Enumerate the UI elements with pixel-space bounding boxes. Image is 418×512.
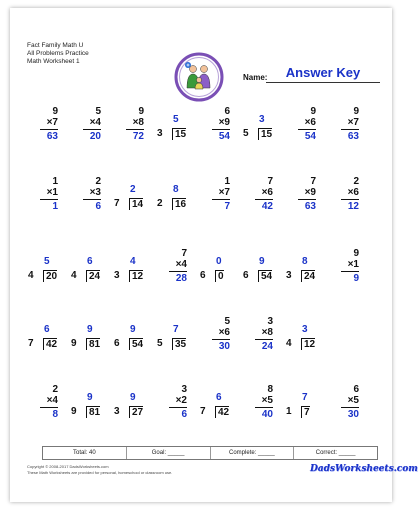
divisor: 3 (157, 128, 163, 139)
divisor: 3 (286, 270, 292, 281)
divisor: 5 (243, 128, 249, 139)
answer: 63 (347, 131, 359, 142)
divisor: 3 (114, 406, 120, 417)
top-factor: 9 (353, 248, 359, 259)
division-problem (112, 176, 156, 220)
dividend: 0 (215, 270, 224, 282)
multiplication-problem (284, 176, 328, 220)
bottom-factor: ×5 (261, 395, 273, 406)
answer-bar (341, 199, 359, 200)
division-problem (26, 316, 70, 360)
brand-logo: DadsWorksheets.com (310, 464, 418, 474)
bottom-factor: ×7 (46, 117, 58, 128)
answer: 63 (46, 131, 58, 142)
answer: 7 (302, 392, 308, 403)
division-problem (284, 248, 328, 292)
answer-bar (212, 199, 230, 200)
family-logo-icon (174, 52, 224, 102)
answer-bar (83, 199, 101, 200)
dividend: 24 (301, 270, 315, 282)
answer-bar (83, 129, 101, 130)
answer: 63 (304, 201, 316, 212)
divisor: 6 (200, 270, 206, 281)
answer: 6 (181, 409, 187, 420)
bottom-factor: ×7 (218, 187, 230, 198)
answer-bar (169, 407, 187, 408)
answer: 30 (347, 409, 359, 420)
top-factor: 9 (310, 106, 316, 117)
bottom-factor: ×1 (347, 259, 359, 270)
division-problem (69, 248, 113, 292)
top-factor: 2 (52, 384, 58, 395)
multiplication-problem (241, 316, 285, 360)
dividend: 54 (258, 270, 272, 282)
multiplication-problem (155, 248, 199, 292)
multiplication-problem (26, 384, 70, 428)
answer: 3 (302, 324, 308, 335)
divisor: 9 (71, 338, 77, 349)
dividend: 15 (258, 128, 272, 140)
divisor: 4 (71, 270, 77, 281)
top-factor: 3 (267, 316, 273, 327)
answer-bar (212, 129, 230, 130)
answer: 54 (304, 131, 316, 142)
name-line (266, 82, 380, 83)
answer: 6 (87, 256, 93, 267)
dividend: 81 (86, 406, 100, 418)
total-cell: Total: 40 (43, 447, 127, 459)
answer: 2 (130, 184, 136, 195)
bottom-factor: ×9 (304, 187, 316, 198)
multiplication-problem (26, 106, 70, 150)
answer-bar (298, 199, 316, 200)
bottom-factor: ×1 (46, 187, 58, 198)
divisor: 2 (157, 198, 163, 209)
division-problem (69, 384, 113, 428)
multiplication-problem (26, 176, 70, 220)
worksheet-number: Math Worksheet 1 (27, 58, 80, 65)
dividend: 16 (172, 198, 186, 210)
division-problem (241, 248, 285, 292)
multiplication-problem (241, 176, 285, 220)
multiplication-problem (327, 106, 371, 150)
name-label: Name: (243, 73, 268, 82)
answer: 24 (261, 341, 273, 352)
top-factor: 1 (52, 176, 58, 187)
bottom-factor: ×4 (89, 117, 101, 128)
worksheet-title: Fact Family Math U (27, 42, 84, 49)
answer-bar (341, 407, 359, 408)
answer-bar (341, 271, 359, 272)
top-factor: 6 (353, 384, 359, 395)
answer-key-heading: Answer Key (285, 65, 361, 80)
answer: 20 (89, 131, 101, 142)
answer-bar (40, 199, 58, 200)
multiplication-problem (198, 316, 242, 360)
divisor: 3 (114, 270, 120, 281)
bottom-factor: ×6 (261, 187, 273, 198)
top-factor: 1 (224, 176, 230, 187)
bottom-factor: ×5 (347, 395, 359, 406)
division-problem (241, 106, 285, 150)
answer: 4 (130, 256, 136, 267)
divisor: 7 (200, 406, 206, 417)
dividend: 42 (215, 406, 229, 418)
division-problem (112, 316, 156, 360)
divisor: 7 (114, 198, 120, 209)
usage-note: These Math Worksheets are provided for personal, homeschool or classroom use. (27, 470, 173, 475)
multiplication-problem (327, 384, 371, 428)
dividend: 15 (172, 128, 186, 140)
top-factor: 2 (353, 176, 359, 187)
multiplication-problem (327, 176, 371, 220)
dividend: 24 (86, 270, 100, 282)
copyright-line: Copyright © 2008-2017 DadsWorksheets.com (27, 464, 109, 469)
answer-bar (212, 339, 230, 340)
divisor: 1 (286, 406, 292, 417)
answer: 28 (175, 273, 187, 284)
answer-bar (298, 129, 316, 130)
answer: 9 (259, 256, 265, 267)
answer: 9 (87, 324, 93, 335)
top-factor: 9 (353, 106, 359, 117)
worksheet-subtitle: All Problems Practice (27, 50, 89, 57)
answer: 40 (261, 409, 273, 420)
divisor: 4 (28, 270, 34, 281)
multiplication-problem (284, 106, 328, 150)
bottom-factor: ×6 (347, 187, 359, 198)
answer-bar (341, 129, 359, 130)
multiplication-problem (198, 106, 242, 150)
bottom-factor: ×9 (218, 117, 230, 128)
bottom-factor: ×8 (132, 117, 144, 128)
dividend: 35 (172, 338, 186, 350)
multiplication-problem (198, 176, 242, 220)
answer: 9 (87, 392, 93, 403)
answer: 0 (216, 256, 222, 267)
top-factor: 6 (224, 106, 230, 117)
dividend: 7 (301, 406, 310, 418)
answer: 9 (130, 392, 136, 403)
answer: 54 (218, 131, 230, 142)
multiplication-problem (155, 384, 199, 428)
top-factor: 3 (181, 384, 187, 395)
multiplication-problem (112, 106, 156, 150)
score-footer (42, 446, 378, 460)
bottom-factor: ×2 (175, 395, 187, 406)
answer: 42 (261, 201, 273, 212)
top-factor: 9 (138, 106, 144, 117)
correct-cell: Correct: _____ (315, 450, 356, 456)
answer-bar (255, 407, 273, 408)
bottom-factor: ×7 (347, 117, 359, 128)
division-problem (198, 248, 242, 292)
answer-bar (169, 271, 187, 272)
answer-bar (126, 129, 144, 130)
division-problem (112, 384, 156, 428)
answer-bar (255, 199, 273, 200)
division-problem (198, 384, 242, 428)
top-factor: 5 (95, 106, 101, 117)
dividend: 20 (43, 270, 57, 282)
top-factor: 7 (181, 248, 187, 259)
top-factor: 2 (95, 176, 101, 187)
answer: 30 (218, 341, 230, 352)
worksheet-page (10, 8, 418, 502)
dividend: 12 (301, 338, 315, 350)
bottom-factor: ×4 (175, 259, 187, 270)
answer: 72 (132, 131, 144, 142)
answer: 6 (44, 324, 50, 335)
division-problem (112, 248, 156, 292)
answer-bar (40, 129, 58, 130)
dividend: 27 (129, 406, 143, 418)
division-problem (155, 316, 199, 360)
answer: 8 (302, 256, 308, 267)
divisor: 6 (243, 270, 249, 281)
dividend: 14 (129, 198, 143, 210)
top-factor: 7 (310, 176, 316, 187)
multiplication-problem (69, 176, 113, 220)
answer: 3 (259, 114, 265, 125)
answer: 5 (44, 256, 50, 267)
division-problem (69, 316, 113, 360)
dividend: 42 (43, 338, 57, 350)
top-factor: 5 (224, 316, 230, 327)
dividend: 54 (129, 338, 143, 350)
answer: 9 (130, 324, 136, 335)
bottom-factor: ×4 (46, 395, 58, 406)
divisor: 6 (114, 338, 120, 349)
dividend: 12 (129, 270, 143, 282)
divisor: 4 (286, 338, 292, 349)
top-factor: 7 (267, 176, 273, 187)
answer: 8 (173, 184, 179, 195)
answer: 9 (353, 273, 359, 284)
bottom-factor: ×8 (261, 327, 273, 338)
dividend: 81 (86, 338, 100, 350)
divisor: 5 (157, 338, 163, 349)
answer: 6 (95, 201, 101, 212)
answer: 7 (173, 324, 179, 335)
multiplication-problem (69, 106, 113, 150)
answer-bar (255, 339, 273, 340)
divisor: 9 (71, 406, 77, 417)
bottom-factor: ×3 (89, 187, 101, 198)
answer: 12 (347, 201, 359, 212)
top-factor: 9 (52, 106, 58, 117)
division-problem (284, 384, 328, 428)
bottom-factor: ×6 (218, 327, 230, 338)
answer: 5 (173, 114, 179, 125)
answer: 6 (216, 392, 222, 403)
goal-cell: Goal: _____ (127, 447, 211, 459)
division-problem (26, 248, 70, 292)
answer: 1 (52, 201, 58, 212)
division-problem (155, 106, 199, 150)
divisor: 7 (28, 338, 34, 349)
complete-cell: Complete: _____ (211, 447, 295, 459)
top-factor: 8 (267, 384, 273, 395)
answer-bar (40, 407, 58, 408)
multiplication-problem (327, 248, 371, 292)
division-problem (284, 316, 328, 360)
bottom-factor: ×6 (304, 117, 316, 128)
division-problem (155, 176, 199, 220)
multiplication-problem (241, 384, 285, 428)
answer: 8 (52, 409, 58, 420)
answer: 7 (224, 201, 230, 212)
